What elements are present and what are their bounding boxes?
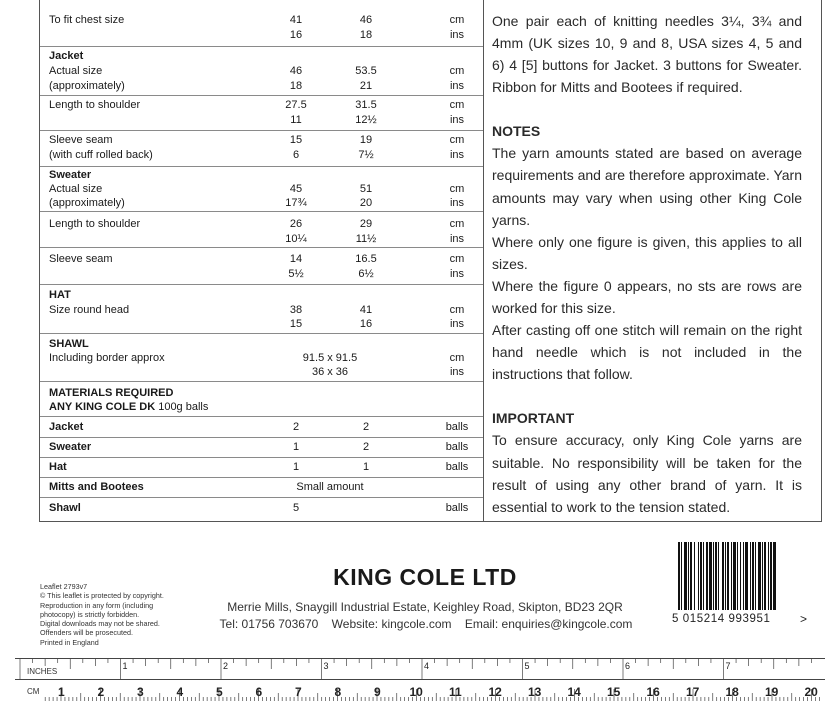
sweater-sleeve-size1-cm: 14 [289,253,303,265]
unit-cm: cm [449,253,465,265]
jacket-sleeve-sublabel: (with cuff rolled back) [49,149,153,161]
hat-size1-cm: 38 [289,304,303,316]
barcode-bar [758,542,761,610]
jacket-length-section [40,96,483,131]
chest-size1-cm: 41 [289,14,303,26]
barcode-bar [678,542,680,610]
jacket-actual-size2-ins: 21 [359,80,373,92]
jacket-actual-size1-cm: 46 [289,65,303,77]
unit-cm: cm [449,14,465,26]
chest-size2-ins: 18 [359,29,373,41]
barcode-bar [715,542,717,610]
materials-label: Shawl [49,502,81,514]
sweater-actual-size1-ins: 17¾ [285,197,307,209]
email-link[interactable]: Email: enquiries@kingcole.com [464,617,633,631]
jacket-actual-label: Actual size [49,65,103,77]
ruler-cm-number: 6 [255,685,263,699]
barcode-bar [737,542,738,610]
jacket-actual-section [40,47,483,96]
unit-cm: cm [449,218,465,230]
ruler-inch-number: 5 [524,661,530,671]
hat-label: Size round head [49,304,130,316]
sweater-length-size2-ins: 11½ [355,233,377,245]
barcode-bar [709,542,712,610]
barcode-digits: 5 015214 993951 [672,613,771,625]
materials-label: Hat [49,461,67,473]
needles-text: One pair each of knitting needles 3¼, 3¾ and 4mm (UK sizes 10, 9 and 8, USA sizes 4, 5 and 6) 4 [5] buttons for Jacket. 3 buttons for Sweater. Ribbon for Mitts and Bootees if required. [492,13,802,96]
sweater-actual-label: Actual size [49,183,103,195]
barcode-bar [773,542,776,610]
telephone: Tel: 01756 703670 [219,617,319,631]
sweater-actual-size2-ins: 20 [359,197,373,209]
hat-size2-cm: 41 [359,304,373,316]
unit-ins: ins [449,197,465,209]
materials-label: Jacket [49,421,84,433]
materials-heading: MATERIALS REQUIRED [49,387,174,399]
jacket-heading: Jacket [49,50,84,62]
sweater-heading: Sweater [49,169,92,181]
jacket-length-size1-ins: 11 [290,114,302,126]
unit-cm: cm [449,134,465,146]
jacket-sleeve-section [40,131,483,167]
materials-row-hat [40,458,483,478]
shawl-label: Including border approx [49,352,165,364]
barcode-bar [727,542,729,610]
barcode-bar [690,542,692,610]
barcode-bar [762,542,763,610]
important-heading: IMPORTANT [492,410,575,427]
barcode-bar [743,542,744,610]
company-address: Merrie Mills, Snaygill Industrial Estate, Keighley Road, Skipton, BD23 2QR [227,600,623,614]
ruler-inch-number: 1 [122,661,128,671]
unit-ins: ins [449,80,465,92]
ruler-cm-number: 8 [334,685,342,699]
barcode-bar [755,542,756,610]
ruler-cm-label: CM [27,687,40,696]
ruler-cm-number: 5 [216,685,223,699]
hat-size2-ins: 16 [359,318,373,330]
jacket-length-label: Length to shoulder [49,99,141,111]
ruler-cm-number: 3 [137,685,144,699]
materials-size2: 1 [362,461,370,473]
jacket-actual-sublabel: (approximately) [49,80,125,92]
ruler-inch-number: 7 [725,661,731,671]
unit-cm: cm [449,304,465,316]
materials-label: Mitts and Bootees [49,481,144,493]
jacket-sleeve-size2-cm: 19 [359,134,373,146]
barcode-bar [684,542,687,610]
barcode-bar [694,542,695,610]
ruler-inch-number: 2 [223,661,229,671]
company-contact [200,617,652,631]
materials-row-sweater [40,438,483,458]
ruler-cm-number: 9 [374,685,381,699]
sweater-length-size1-cm: 26 [289,218,303,230]
yarn-weight: 100g balls [158,401,209,413]
chest-size2-cm: 46 [359,14,373,26]
hat-heading: HAT [49,289,71,301]
ruler-cm-number: 17 [686,685,700,699]
notes-heading: NOTES [492,123,541,140]
barcode-bar [688,542,689,610]
ruler-cm-number: 4 [176,685,184,699]
barcode-bar [698,542,699,610]
notes-paragraph: The yarn amounts stated are based on average requirements and are therefore approximate. Yarn amounts may vary when using other King Cole yarns. [492,145,802,228]
notes-paragraph: Where the figure 0 appears, no sts are rows are worked for this size. [492,277,802,317]
website-link[interactable]: Website: kingcole.com [331,617,452,631]
barcode-image [676,542,812,618]
jacket-sleeve-size1-cm: 15 [289,134,303,146]
sweater-length-size2-cm: 29 [359,218,373,230]
ruler-inches-label: INCHES [27,667,58,676]
jacket-length-size2-ins: 12½ [355,114,377,126]
unit-cm: cm [449,352,465,364]
barcode-bar [733,542,736,610]
unit-cm: cm [449,183,465,195]
ruler-inch-number: 3 [323,661,329,671]
unit-balls: balls [445,461,469,473]
ruler-cm-number: 12 [488,685,502,699]
column-divider [483,0,484,522]
barcode-arrow: > [800,612,808,626]
ruler-cm-number: 18 [725,685,739,699]
sweater-sleeve-size2-cm: 16.5 [355,253,377,265]
jacket-sleeve-size2-ins: 7½ [358,149,374,161]
leaflet-number: Leaflet 2793v7 [40,582,88,591]
shawl-size-cm: 91.5 x 91.5 [302,352,358,364]
sweater-sleeve-size2-ins: 6½ [358,268,374,280]
ruler-cm-number: 16 [646,685,660,699]
legal-line: © This leaflet is protected by copyright. [40,591,164,601]
barcode-bar [703,542,704,610]
ruler-cm-number: 11 [449,685,462,699]
sweater-length-label: Length to shoulder [49,218,141,230]
unit-cm: cm [449,65,465,77]
legal-line: Digital downloads may not be shared. [40,619,160,629]
chest-section [40,0,483,47]
materials-size2: 2 [362,421,370,433]
legal-line: Reproduction in any form (including [40,600,154,610]
hat-section [40,285,483,334]
ruler-inch-number: 6 [625,661,631,671]
materials-size1: 2 [292,421,300,433]
sweater-actual-sublabel: (approximately) [49,197,125,209]
chest-size1-ins: 16 [289,29,303,41]
shawl-size-ins: 36 x 36 [311,366,349,378]
barcode-bar [713,542,714,610]
materials-row-jacket [40,417,483,438]
sweater-actual-size1-cm: 45 [289,183,303,195]
important-text: To ensure accuracy, only King Cole yarns are suitable. No responsibility will be taken for the result of using any other brand of yarn. It is essential to work to the tension stated. [492,432,802,515]
ruler-ticks [15,659,825,701]
ruler-cm-number: 13 [528,685,542,699]
unit-ins: ins [449,149,465,161]
sweater-sleeve-size1-ins: 5½ [288,268,304,280]
notes-column [492,10,802,518]
jacket-sleeve-size1-ins: 6 [292,149,300,161]
materials-size2: 2 [362,441,370,453]
jacket-actual-size1-ins: 18 [289,80,303,92]
barcode-bar [725,542,726,610]
measuring-ruler [15,658,825,701]
ruler-cm-number: 20 [804,685,818,699]
barcode-bar [731,542,732,610]
ruler-cm-number: 19 [765,685,779,699]
unit-ins: ins [449,318,465,330]
yarn-name: ANY KING COLE DK [49,401,156,413]
barcode-bar [768,542,769,610]
unit-ins: ins [449,268,465,280]
barcode-bar [745,542,748,610]
materials-size1: 5 [292,502,300,514]
shawl-heading: SHAWL [49,338,89,350]
sweater-sleeve-label: Sleeve seam [49,253,113,265]
barcode-bar [718,542,719,610]
barcode-bar [752,542,754,610]
legal-notice [40,582,210,647]
ruler-cm-number: 1 [58,685,65,699]
jacket-length-size1-cm: 27.5 [285,99,307,111]
sweater-length-section [40,212,483,248]
unit-balls: balls [445,502,469,514]
sweater-sleeve-section [40,248,483,285]
ruler-cm-number: 7 [295,685,302,699]
sweater-actual-section [40,167,483,212]
company-name: KING COLE LTD [333,564,517,590]
notes-paragraph: Where only one figure is given, this applies to all sizes. [492,233,802,272]
legal-line: Offenders will be prosecuted. [40,628,133,638]
unit-balls: balls [445,441,469,453]
shawl-section [40,334,483,382]
ruler-cm-number: 15 [607,685,621,699]
chest-label: To fit chest size [49,14,125,26]
unit-ins: ins [449,29,465,41]
materials-size1: 1 [292,441,300,453]
materials-row-shawl [40,498,483,520]
legal-line: Printed in England [40,637,99,647]
materials-label: Sweater [49,441,92,453]
barcode-bar [740,542,741,610]
jacket-length-size2-cm: 31.5 [355,99,377,111]
ruler-cm-number: 10 [409,685,423,699]
unit-ins: ins [449,366,465,378]
barcode-bar [722,542,724,610]
notes-paragraph: After casting off one stitch will remain on the right hand needle which is not included in the instructions that follow. [492,322,802,383]
hat-size1-ins: 15 [289,318,303,330]
unit-cm: cm [449,99,465,111]
jacket-sleeve-label: Sleeve seam [49,134,113,146]
ruler-cm-number: 2 [97,685,105,699]
materials-heading-section [40,382,483,417]
legal-line: photocopy) is strictly forbidden. [40,609,140,619]
materials-amount: Small amount [296,481,364,493]
barcode-bar [681,542,682,610]
unit-ins: ins [449,114,465,126]
materials-row-mitts [40,478,483,498]
sweater-length-size1-ins: 10¼ [285,233,307,245]
ruler-cm-number: 14 [567,685,581,699]
barcode-bar [750,542,751,610]
barcode-bar [706,542,708,610]
ruler-inch-number: 4 [424,661,430,671]
unit-ins: ins [449,233,465,245]
materials-size1: 1 [292,461,300,473]
barcode-bar [770,542,772,610]
barcode-bar [700,542,702,610]
jacket-actual-size2-cm: 53.5 [355,65,377,77]
sweater-actual-size2-cm: 51 [359,183,373,195]
barcode-bar [764,542,766,610]
unit-balls: balls [445,421,469,433]
